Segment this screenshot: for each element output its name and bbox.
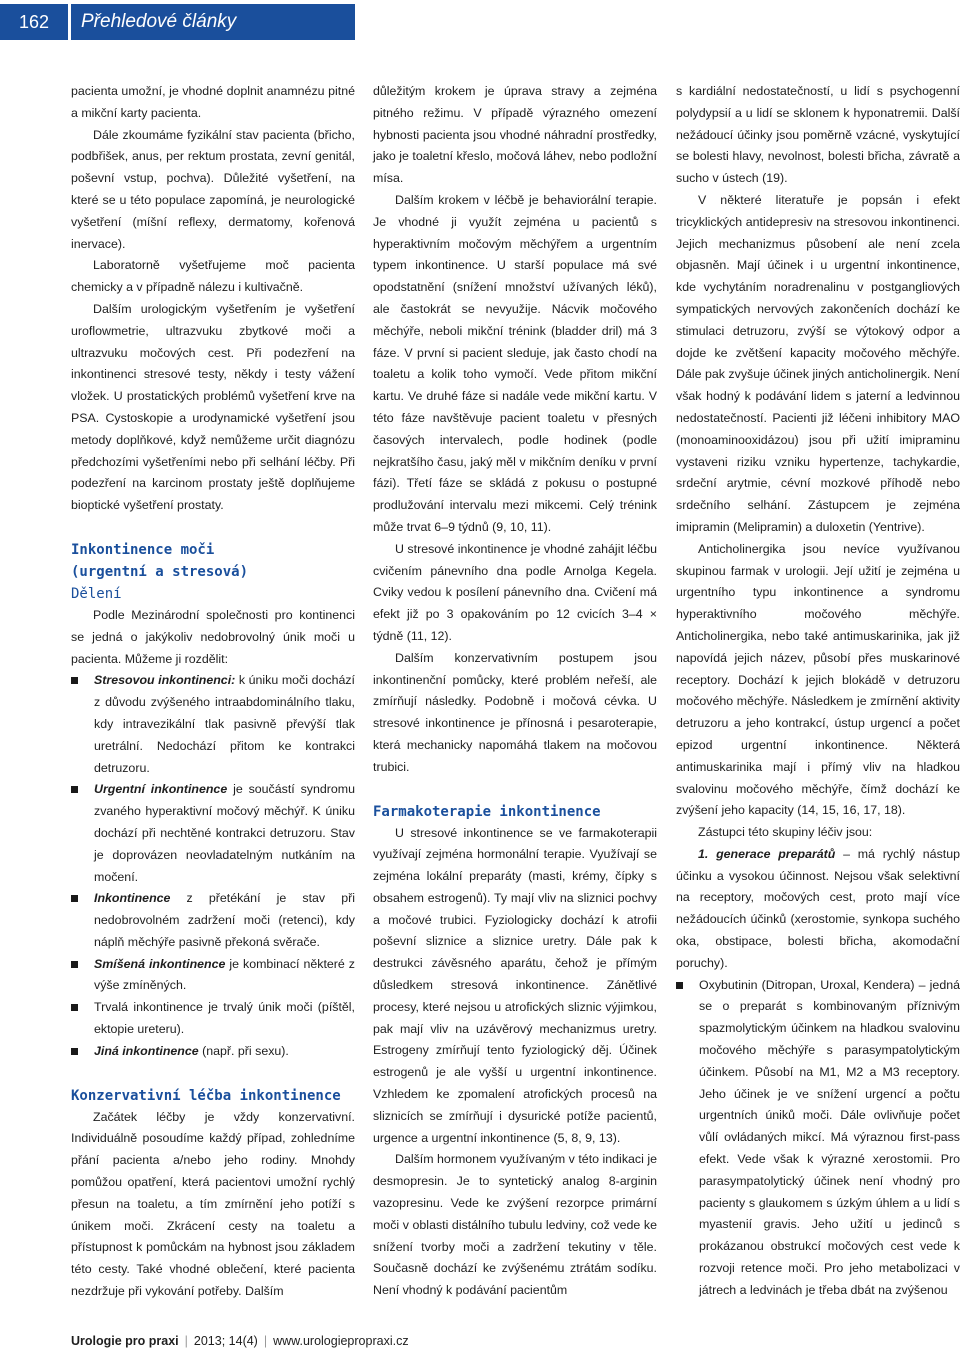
journal-name: Urologie pro praxi xyxy=(71,1334,179,1348)
term: 1. generace preparátů xyxy=(698,846,836,861)
term: Smíšená inkontinence xyxy=(94,956,226,971)
list-item xyxy=(71,1041,355,1063)
section-heading: Konzervativní léčba inkontinence xyxy=(71,1087,341,1104)
paragraph: Anticholinergika jsou nevíce využívanou skupinou farmak v urologii. Její užití je zejména u urgentního typu inkontinence a syndromu hyperaktivního močového měchýře. Anticholinergika, nebo také antimuskarinika, jak již napovídá jejich název, působí přes muskarinové receptory. Dochází k jejich blokádě v detruzoru močového měchýře. Následkem je zmírnění aktivity detruzoru a jeho kontrakcí, ústup urgencí a počet epizod urgentní inkontinence. Některá antimuskarinika mají i přímý vliv na hladkou svalovinu močového měchýře, čímž dochází ke zvýšení jeho kapacity (14, 15, 16, 17, 18). xyxy=(676,541,960,818)
footer: Urologie pro praxi | 2013; 14(4) | www.urologiepropraxi.cz xyxy=(71,1334,409,1348)
paragraph: Dalším krokem v léčbě je behaviorální terapie. Je vhodné ji využít zejména u pacientů s hyperaktivním močovým měchýřem a urgentním typem inkontinence. U starší populace má své opodstatnění (snížení množství užívaných léků), ale častokrát se nevyužije. Nácvik močového měchýře, neboli mikční trénink (bladder dril) má 3 fáze. V první si pacient sleduje, jak často chodí na toaletu a kolik toho vymočí. Vede přitom mikční kartu. Ve druhé fáze si nadále vede mikční kartu. V této fáze navštěvuje pacient toaletu v přesných časových intervalech, podle hodinek (podle nejkratšího času, jaký měl v mikčním deníku v první fázi). Třetí fáze se skládá z pokusu o postupné prodlužování intervalu mezi mikcemi. Celý trénink může trvat 6–9 týdnů (9, 10, 11). xyxy=(373,192,657,534)
list-item-text: Oxybutinin (Ditropan, Uroxal, Kendera) – jedná se o preparát s kombinovaným příznivým spazmolytickým účinkem na hladkou svalovinu močového měchýře s parasympatolytickým účinkem. Působí na M1, M2 a M3 receptory. Jeho účinek je ve snížení urgencí a počtu urgentních úniků moči. Dále ovlivňuje počet vůlí ovládaných mikcí. Má výraznou first-pass efekt. Vede však k výrazné xerostomii. Pro parasympatolytický účinek není vhodný pro pacienty s glaukomem s úzkým úhlem a u lidí s myastenií gravis. Jeho užití u jedinců s prokázanou obstrukcí močových cest vede k rozvoji retence moči. Pro jeho metabolizaci v játrech a ledvinách je třeba dbát na zvýšenou xyxy=(699,977,960,1297)
paragraph: Zástupci této skupiny léčiv jsou: xyxy=(698,825,873,840)
paragraph: důležitým krokem je úprava stravy a zejména pitného režimu. V případě výrazného omezení hybnosti pacienta jsou vhodné náhradní prostředky, jako je toaletní křeslo, močová láhev, nebo podložní mísa. xyxy=(373,84,657,186)
term-text: je kombinací některé z výše zmíněných. xyxy=(94,956,356,993)
journal-url: www.urologiepropraxi.cz xyxy=(273,1334,409,1348)
term-text: – má rychlý nástup účinku a vysokou účinnost. Nejsou však selektivní na receptory, močových cest, proto mají více nežádoucích účinků (xerostomie, synkopa suchého oka, obstipace, bolesti břicha, akomodační poruchy). xyxy=(676,846,960,970)
column-3 xyxy=(676,81,960,1302)
paragraph: Začátek léčby je vždy konzervativní. Individuálně posoudíme každý případ, zohledníme přání pacienta a/nebo jeho rodiny. Mnohdy pomůžou opatření, která pacientovi umožní rychlý přesun na toaletu, a tím zmírnění jeho potíží s únikem moči. Zkrácení cesty na toaletu a přístupnost k pomůckám na hybnost jsou základem této cesty. Také vhodné oblečení, které pacienta nezdržuje při vykování potřeby. Dalším xyxy=(71,1109,355,1299)
paragraph: pacienta umožní, je vhodné doplnit anamnézu pitné a mikční karty pacienta. xyxy=(71,84,355,120)
term-text: Trvalá inkontinence je trvalý únik moči (píštěl, ektopie ureteru). xyxy=(94,1000,355,1037)
subsection-heading: Dělení xyxy=(71,585,122,602)
paragraph: Dalším hormonem využívaným v této indikaci je desmopresin. Je to syntetický analog 8-arginin vazopresinu. Vede ke zvýšení rezorpce primární moči v oblasti distálního tubulu ledviny, což vede ke snížení tvorby moči a zadržení tekutiny v těle. Současně dochází ke zvýšenému ztrátám sodíku. Není vhodný k podávání pacientům xyxy=(373,1152,657,1298)
term: Inkontinence xyxy=(94,891,171,906)
list-item xyxy=(71,670,355,779)
paragraph: Dalším urologickým vyšetřením je vyšetření uroflowmetrie, ultrazvuku zbytkové moči a ultrazvuku močových cest. Při podezření na inkontinenci stresové testy, někdy i testy vážení vložek. U prostatických problémů vyšetření krve na PSA. Cystoskopie a urodynamické vyšetření jsou metody doplňkové, když nemůžeme určit diagnózu předchozími vyšetřeními nebo při selhání léčby. Při podezření na karcinom prostaty ještě doplňujeme bioptické vyšetření prostaty. xyxy=(71,301,355,513)
list-item xyxy=(676,975,960,1302)
section-heading: (urgentní a stresová) xyxy=(71,563,249,580)
paragraph: V některé literatuře je popsán i efekt tricyklických antidepresiv na stresovou inkontinenci. Jejich mechanizmus působení ale není zcela objasněn. Mají účinek i u urgentní inkontinence, kde vychytáním noradrenalinu v postgangliových sympatických nervových zakončeních dochází ke stimulaci detruzoru, zvýší se výtokový odpor a dojde ke zvětšení kapacity močového měchýře. Dále pak zvyšuje účinek jiných anticholinergik. Není však hodný k podávání lidem s jaterní a ledvinnou nedostatečností. Pacienti již léčeni inhibitory MAO (monoaminooxidázou) jsou při užití imipraminu vystaveni riziku vzniku hypertenze, tachykardie, srdeční arytmie, cévní mozkové příhodě nebo srdečního selhání. Zástupcem je zejména imipramin (Melipramin) a duloxetin (Yentrive). xyxy=(676,192,960,534)
paragraph: s kardiální nedostatečností, u lidí s psychogenní polydypsií a u lidí se sklonem k hyponatremii. Další nežádoucí účinky jsou poměrně vzácné, vyskytující se bolesti hlavy, nevolnost, bolesti břicha, závratě a sucho v ústech (19). xyxy=(676,84,960,186)
term: Jiná inkontinence xyxy=(94,1043,199,1058)
section-heading: Inkontinence moči xyxy=(71,541,215,558)
bullet-icon xyxy=(71,1048,78,1055)
term-text: je součástí syndromu zvaného hyperaktivní močový měchýř. K úniku dochází při nechtěné kontrakci detruzoru. Stav je doprovázen neovladatelným nutkáním na močení. xyxy=(94,782,355,884)
paragraph: U stresové inkontinence se ve farmakoterapii využívají zejména hormonální terapie. Využívají se zejména lokální preparáty (masti, krémy, čípky s obsahem estrogenů). Ty mají vliv na sliznici pochvy a močové trubici. Fyziologicky dochází k atrofii poševní sliznice a sliznice uretry. Dále pak k destrukci závěsného aparátu, čehož je přímým důsledkem stresová inkontinence. Zánětlivé procesy, které nejsou u atrofických sliznic výjimkou, pak mají vliv na uzávěrový mechanizmus uretry. Estrogeny zmírňují tento fyziologický děj. Účinek estrogenů je ale vyšší u urgentní inkontinence. Vzhledem ke zpomalení atrofických procesů na sliznicích se zmírňují i dysurické potíže pacientů, urgence a urgentní inkontinence (5, 8, 9, 13). xyxy=(373,825,657,1145)
paragraph: Podle Mezinárodní společnosti pro kontinenci se jedná o jakýkoliv nedobrovolný únik moči u pacienta. Můžeme ji rozdělit: xyxy=(71,607,355,666)
section-title: Přehledové články xyxy=(71,4,355,40)
paragraph: Dále zkoumáme fyzikální stav pacienta (břicho, podbřišek, anus, per rektum prostata, zevní genitál, poševní vstup, pochva). Důležité vyšetření, na které se u této populace zapomíná, je neurologické vyšetření (míšní reflexy, dermatomy, kořenová inervace). xyxy=(71,127,355,251)
list-item xyxy=(71,779,355,888)
bullet-icon xyxy=(71,895,78,902)
term-text: k úniku moči dochází z důvodu zvýšeného intraabdominálního tlaku, kdy intravezikální tlak pasivně převýší tlak uretrální. Nedochází přitom ke kontrakci detruzoru. xyxy=(94,673,355,775)
term-text: (např. při sexu). xyxy=(198,1043,289,1058)
list-item xyxy=(71,888,355,953)
journal-issue: 2013; 14(4) xyxy=(193,1334,258,1348)
paragraph: Laboratorně vyšetřujeme moč pacienta chemicky a v případně nálezu i kultivačně. xyxy=(71,258,355,295)
list-item xyxy=(71,954,355,998)
bullet-icon xyxy=(676,982,683,989)
paragraph xyxy=(676,844,960,975)
term: Urgentní inkontinence xyxy=(94,782,228,797)
column-2 xyxy=(373,81,657,1302)
bullet-icon xyxy=(71,786,78,793)
column-1 xyxy=(71,81,355,1303)
bullet-icon xyxy=(71,1004,78,1011)
term: Stresovou inkontinenci: xyxy=(94,673,236,688)
term-text: z přetékání je stav při nedobrovolném zadržení moči (retenci), kdy náplň měchýře pasivně překoná svěrače. xyxy=(94,891,355,949)
page-number: 162 xyxy=(0,4,68,40)
list-item xyxy=(71,997,355,1041)
paragraph: U stresové inkontinence je vhodné zahájit léčbu cvičením pánevního dna podle Arnolga Kegela. Cviky vedou k posílení pánevního dna. Cvičení má efekt již po 3 opakováním po 12 cvicích 3–4 × týdně (11, 12). xyxy=(373,541,657,643)
section-heading: Farmakoterapie inkontinence xyxy=(373,803,601,820)
bullet-icon xyxy=(71,961,78,968)
bullet-icon xyxy=(71,677,78,684)
paragraph: Dalším konzervativním postupem jsou inkontinenční pomůcky, které problém neřeší, ale zmírňují následky. Podobně i močová cévka. U stresové inkontinence je přínosná i pesaroterapie, která mechanicky napomáhá tlakem na močovou trubici. xyxy=(373,650,657,774)
